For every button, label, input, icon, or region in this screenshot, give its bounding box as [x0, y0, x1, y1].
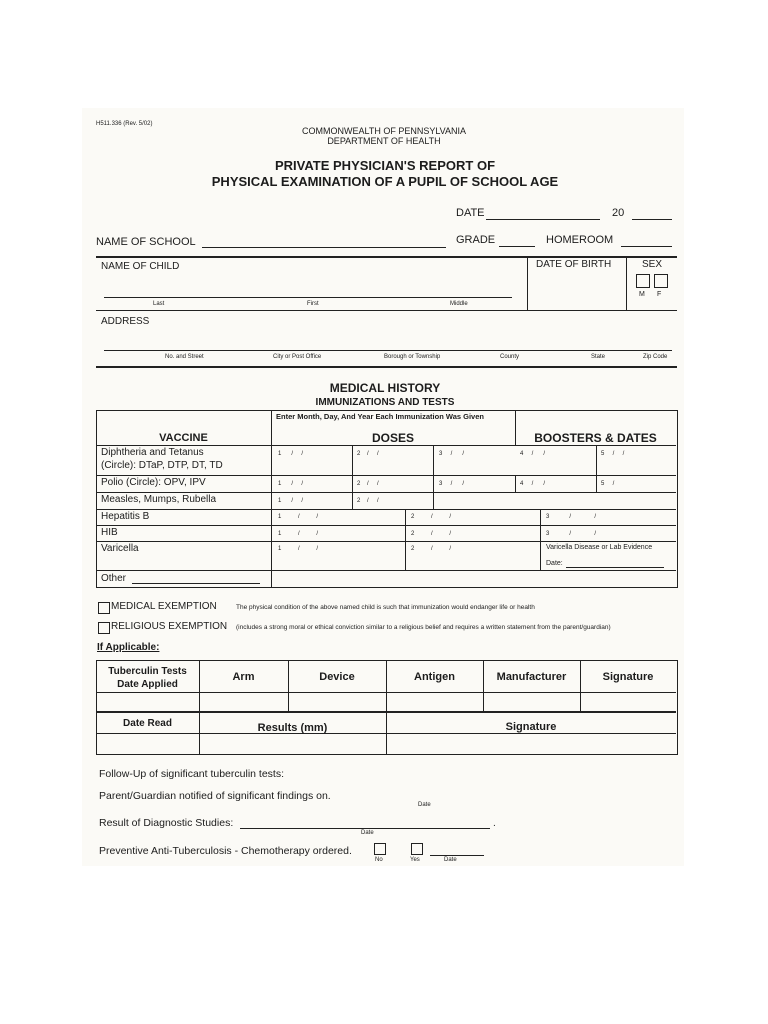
first-caption: First	[307, 301, 319, 307]
divider	[96, 509, 676, 510]
divider	[288, 660, 289, 712]
dtap-dose-3[interactable]: 3 / /	[439, 451, 465, 457]
other-vaccine-field[interactable]	[132, 583, 260, 584]
divider	[96, 492, 676, 493]
divider	[96, 570, 676, 571]
followup-line-3: Result of Diagnostic Studies:	[99, 817, 234, 829]
sex-f-checkbox[interactable]	[654, 274, 668, 288]
followup-line-1: Follow-Up of significant tuberculin tests:	[99, 768, 284, 780]
child-name-field[interactable]	[104, 297, 512, 298]
hib-dose-3[interactable]: 3 / /	[546, 531, 597, 537]
hepb-dose-1[interactable]: 1 / /	[278, 514, 319, 520]
divider	[405, 509, 406, 570]
followup-line-4: Preventive Anti-Tuberculosis - Chemotherapy ordered.	[99, 845, 352, 857]
child-name-label: NAME OF CHILD	[101, 261, 180, 272]
divider	[626, 257, 627, 310]
vaccine-dtap-line1: Diphtheria and Tetanus	[101, 447, 204, 458]
middle-caption: Middle	[450, 301, 468, 307]
diagnostic-results-field[interactable]	[240, 828, 490, 829]
divider	[580, 660, 581, 712]
immunizations-subheading: IMMUNIZATIONS AND TESTS	[315, 397, 455, 408]
addr-state-caption: State	[591, 354, 606, 360]
no-caption: No	[375, 857, 383, 863]
varicella-date-label: Date:	[546, 560, 563, 567]
vaccine-hepb: Hepatitis B	[101, 511, 150, 522]
divider	[96, 692, 676, 693]
divider	[352, 492, 353, 509]
manufacturer-header: Manufacturer	[496, 671, 567, 683]
date-read-header: Date Read	[123, 718, 172, 729]
sex-m-checkbox[interactable]	[636, 274, 650, 288]
polio-dose-4[interactable]: 4 / /	[520, 481, 546, 487]
divider	[96, 445, 676, 446]
divider	[96, 310, 677, 311]
chemotherapy-date-field[interactable]	[430, 855, 484, 856]
chemotherapy-no-checkbox[interactable]	[374, 843, 386, 855]
polio-dose-5[interactable]: 5 /	[601, 481, 615, 487]
results-header: Results (mm)	[257, 722, 328, 734]
homeroom-label: HOMEROOM	[546, 234, 614, 246]
address-field[interactable]	[104, 350, 672, 351]
polio-dose-1[interactable]: 1 / /	[278, 481, 304, 487]
vaccine-hib: HIB	[101, 527, 118, 538]
vaccine-other: Other	[101, 573, 127, 584]
year-prefix: 20	[612, 207, 625, 219]
divider	[433, 445, 434, 493]
religious-exemption-label: RELIGIOUS EXEMPTION	[111, 621, 228, 632]
religious-exemption-checkbox[interactable]	[98, 622, 110, 634]
date-label: DATE	[456, 207, 485, 219]
form-code: H511.336 (Rev. 5/02)	[96, 121, 153, 127]
agency-line-2: DEPARTMENT OF HEALTH	[327, 136, 441, 146]
followup-date-3-caption: Date	[444, 857, 457, 863]
tb-tests-header-1: Tuberculin Tests	[108, 666, 187, 677]
divider	[96, 733, 676, 734]
vaccine-varicella: Varicella	[101, 543, 139, 554]
vaccine-dtap-line2: (Circle): DTaP, DTP, DT, TD	[101, 460, 223, 471]
divider	[96, 366, 677, 368]
dtap-dose-4[interactable]: 4 / /	[520, 451, 546, 457]
medical-exemption-label: MEDICAL EXEMPTION	[111, 601, 217, 612]
divider	[352, 445, 353, 493]
date-field[interactable]	[486, 219, 600, 220]
polio-dose-2[interactable]: 2 / /	[357, 481, 379, 487]
divider	[540, 509, 541, 570]
title-line-2: PHYSICAL EXAMINATION OF A PUPIL OF SCHOOL AGE	[211, 174, 559, 189]
instruction-text: Enter Month, Day, And Year Each Immunization Was Given	[276, 412, 484, 421]
hepb-dose-2[interactable]: 2 / /	[411, 514, 452, 520]
period-mark: .	[493, 818, 496, 829]
followup-date-2-caption: Date	[361, 830, 374, 836]
school-label: NAME OF SCHOOL	[96, 236, 196, 248]
vaccine-polio: Polio (Circle): OPV, IPV	[101, 477, 206, 488]
doses-column-header: DOSES	[371, 431, 414, 445]
addr-county-caption: County	[500, 354, 520, 360]
hib-dose-2[interactable]: 2 / /	[411, 531, 452, 537]
addr-borough-caption: Borough or Township	[384, 354, 441, 360]
varicella-note: Varicella Disease or Lab Evidence	[546, 544, 653, 551]
divider	[96, 541, 676, 542]
vaccine-mmr: Measles, Mumps, Rubella	[101, 494, 217, 505]
addr-street-caption: No. and Street	[165, 354, 204, 360]
arm-header: Arm	[232, 671, 255, 683]
if-applicable-heading: If Applicable:	[97, 642, 160, 653]
addr-city-caption: City or Post Office	[273, 354, 322, 360]
varicella-date-field[interactable]	[566, 567, 664, 568]
medical-history-heading: MEDICAL HISTORY	[329, 381, 441, 395]
school-field[interactable]	[202, 247, 446, 248]
divider	[96, 256, 677, 258]
divider	[596, 445, 597, 493]
divider	[433, 492, 434, 509]
boosters-column-header: BOOSTERS & DATES	[534, 431, 657, 445]
title-line-1: PRIVATE PHYSICIAN'S REPORT OF	[274, 158, 496, 173]
address-label: ADDRESS	[101, 316, 150, 327]
year-field[interactable]	[632, 219, 672, 220]
mmr-dose-1[interactable]: 1 / /	[278, 498, 304, 504]
hepb-dose-3[interactable]: 3 / /	[546, 514, 597, 520]
religious-exemption-text: (includes a strong moral or ethical conviction similar to a religious belief and requires a written statement from the parent/guardian)	[236, 624, 611, 631]
homeroom-field[interactable]	[621, 246, 672, 247]
hib-dose-1[interactable]: 1 / /	[278, 531, 319, 537]
signature-2-header: Signature	[505, 721, 557, 733]
signature-header: Signature	[602, 671, 654, 683]
dtap-dose-1[interactable]: 1 / /	[278, 451, 304, 457]
divider	[96, 711, 676, 713]
divider	[96, 525, 676, 526]
divider	[527, 257, 528, 310]
dtap-dose-2[interactable]: 2 / /	[357, 451, 379, 457]
chemotherapy-yes-checkbox[interactable]	[411, 843, 423, 855]
grade-label: GRADE	[456, 234, 496, 246]
mmr-dose-2[interactable]: 2 / /	[357, 498, 379, 504]
sex-m-label: M	[639, 291, 645, 298]
last-caption: Last	[153, 301, 165, 307]
divider	[515, 475, 516, 493]
device-header: Device	[319, 671, 355, 683]
antigen-header: Antigen	[414, 671, 455, 683]
varicella-dose-1[interactable]: 1 / /	[278, 546, 319, 552]
yes-caption: Yes	[410, 857, 420, 863]
medical-exemption-text: The physical condition of the above named child is such that immunization would endanger life or health	[236, 604, 535, 611]
tb-tests-header-2: Date Applied	[117, 679, 178, 690]
divider	[96, 475, 676, 476]
addr-zip-caption: Zip Code	[643, 354, 668, 360]
vaccine-column-header: VACCINE	[159, 432, 208, 444]
sex-label: SEX	[642, 259, 663, 270]
dob-label: DATE OF BIRTH	[536, 259, 612, 270]
varicella-dose-2[interactable]: 2 / /	[411, 546, 452, 552]
divider	[483, 660, 484, 712]
polio-dose-3[interactable]: 3 / /	[439, 481, 465, 487]
dtap-dose-5[interactable]: 5 / /	[601, 451, 625, 457]
grade-field[interactable]	[499, 246, 535, 247]
agency-line-1: COMMONWEALTH OF PENNSYLVANIA	[301, 126, 467, 136]
followup-date-1-caption: Date	[418, 802, 431, 808]
sex-f-label: F	[657, 291, 662, 298]
medical-exemption-checkbox[interactable]	[98, 602, 110, 614]
followup-line-2: Parent/Guardian notified of significant findings on.	[99, 790, 331, 802]
